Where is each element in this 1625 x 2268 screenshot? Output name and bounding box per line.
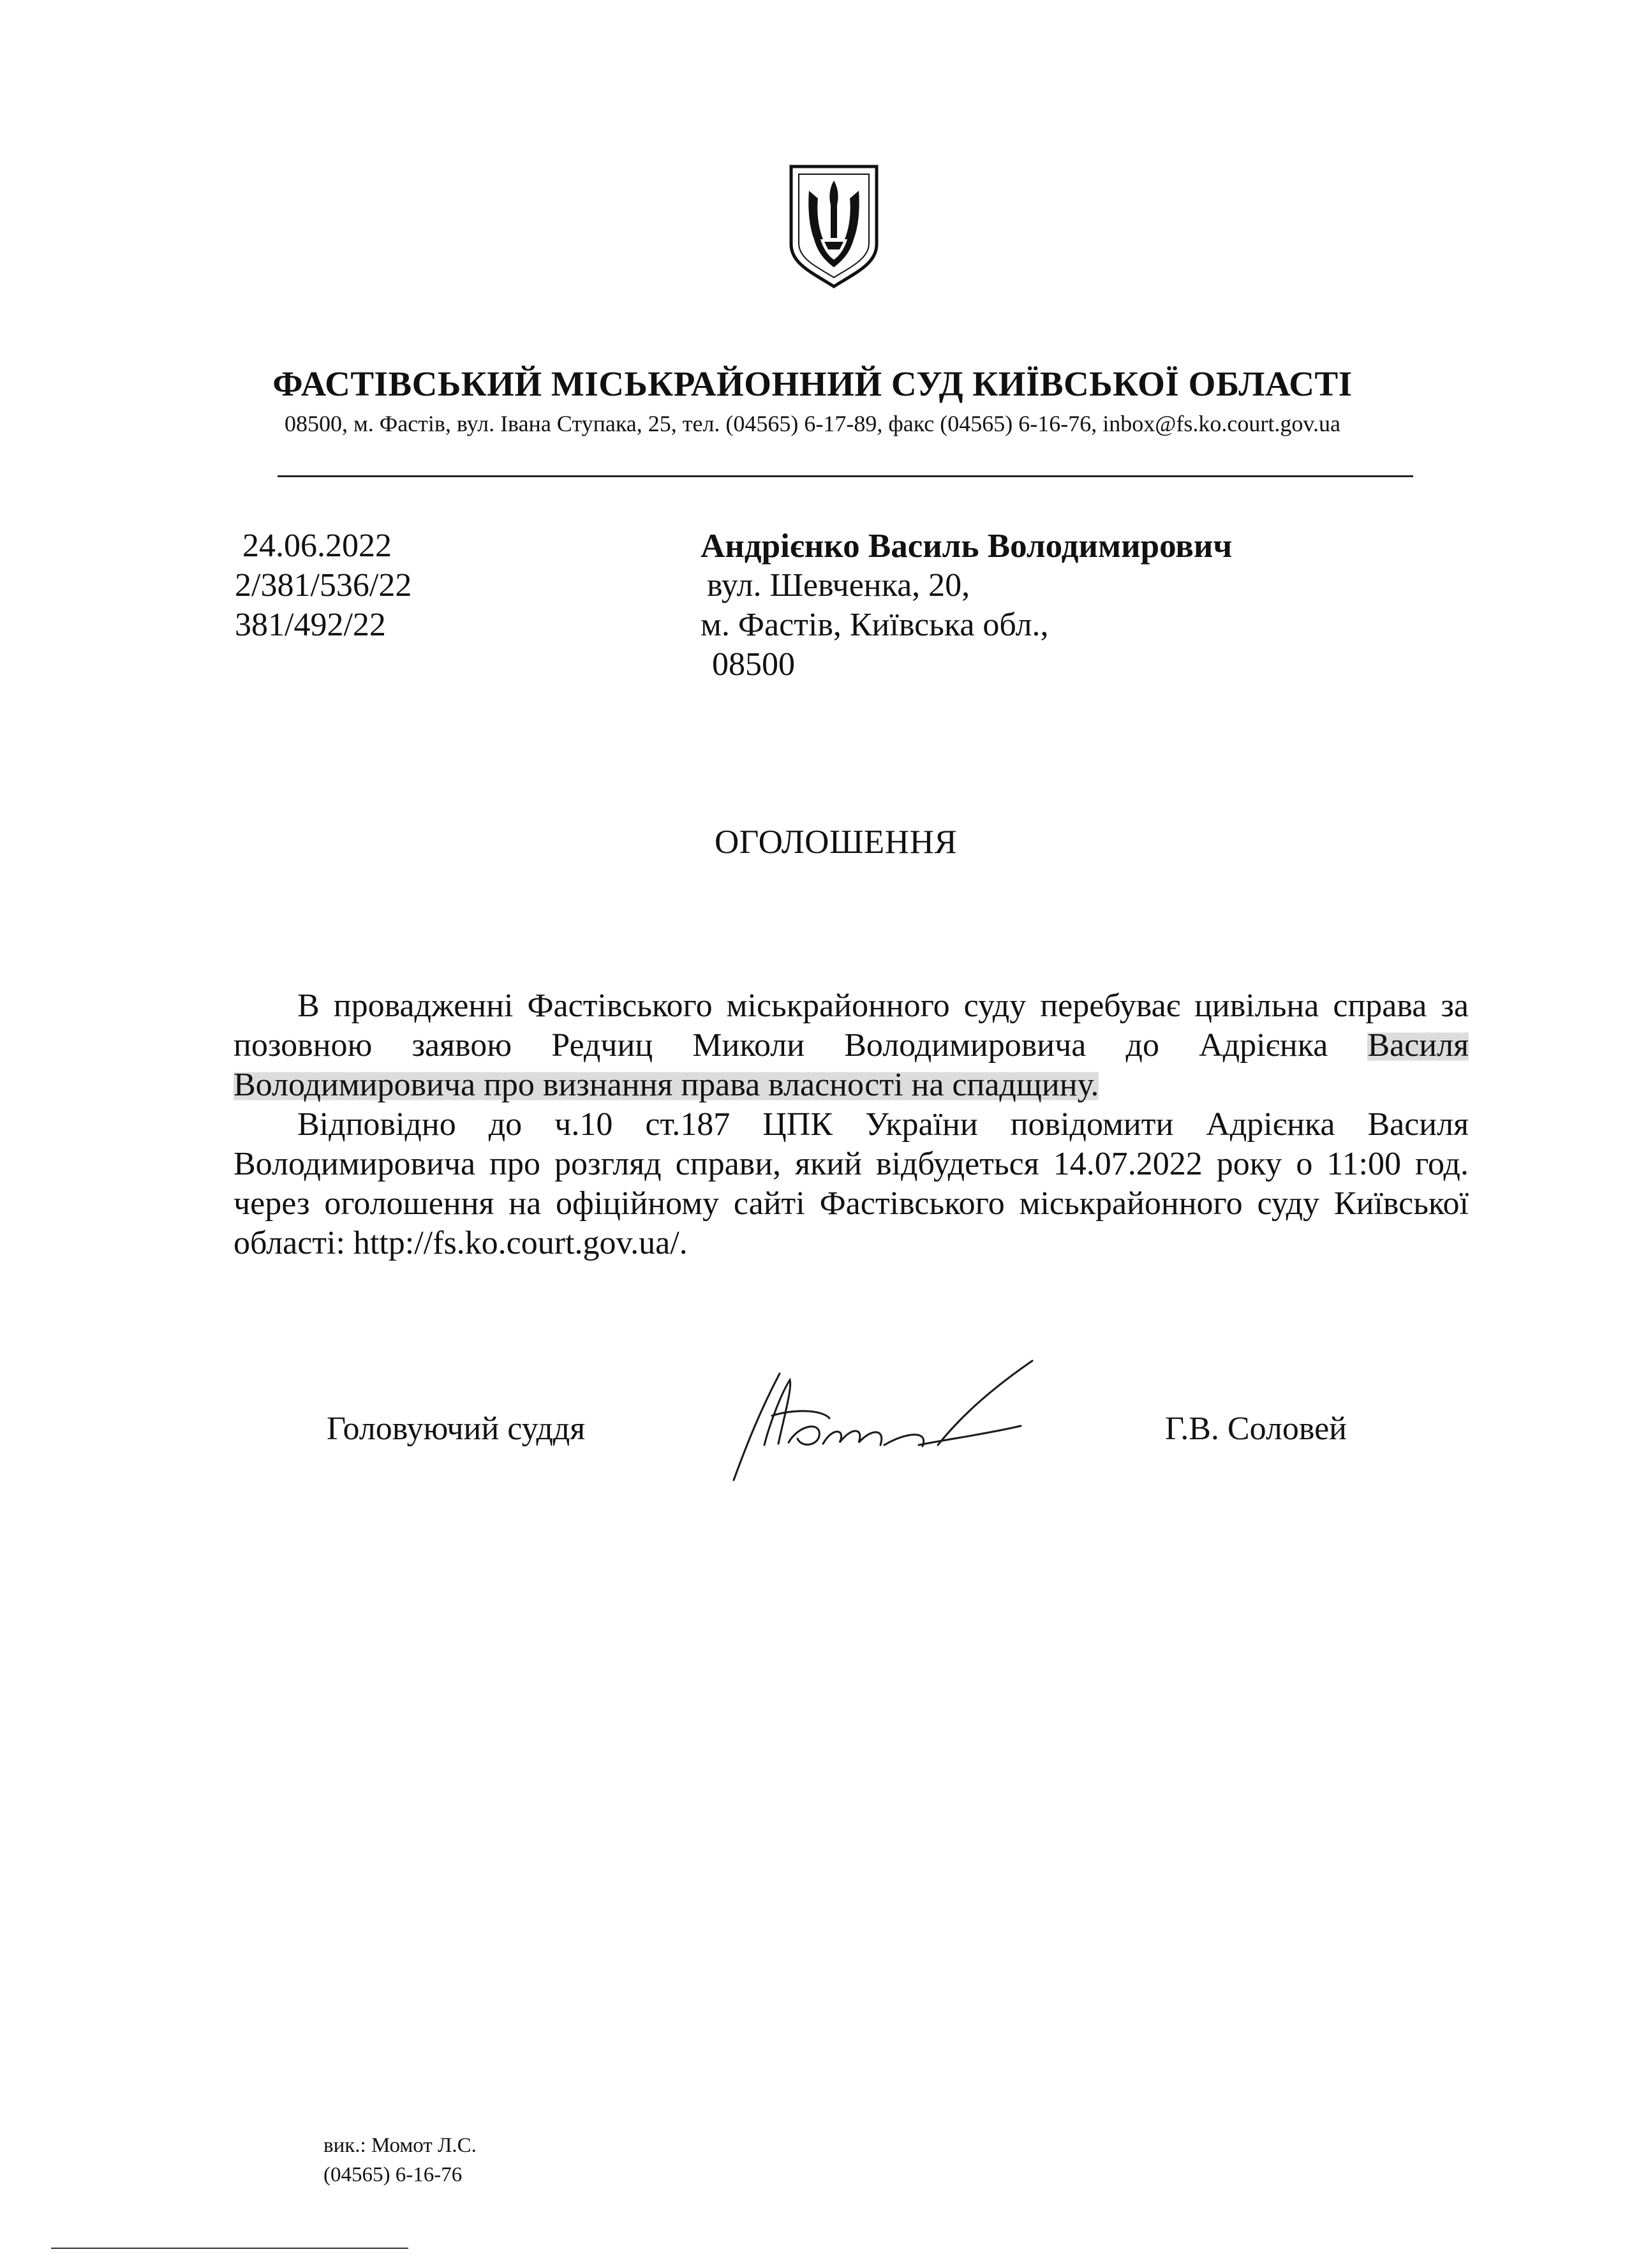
addressee-block: [701, 526, 1232, 685]
body-paragraph-1: [234, 986, 1469, 1105]
judge-name: Г.В. Соловей: [1165, 1411, 1347, 1447]
court-address-line: 08500, м. Фастів, вул. Івана Ступака, 25, тел. (04565) 6-17-89, факс (04565) 6-16-76, inbox@fs.ko.court.gov.ua: [285, 411, 1340, 436]
document-date: 24.06.2022: [242, 528, 392, 564]
court-name: ФАСТІВСЬКИЙ МІСЬКРАЙОННИЙ СУД КИЇВСЬКОЇ ОБЛАСТІ: [272, 364, 1353, 403]
header-divider: [278, 475, 1413, 477]
executor-info: [323, 2131, 477, 2190]
presiding-judge-label: Головуючий суддя: [327, 1411, 586, 1447]
body-paragraph-1-text: В провадженні Фастівського міськрайонного суду перебуває цивільна справа за позовною заявою Редчиц Миколи Володимировича до Адрієнка: [234, 988, 1469, 1064]
body-paragraph-1-highlight: Василя Володимировича про визнання права власності на спадщину.: [234, 1027, 1469, 1103]
addressee-postal-code: 08500: [712, 646, 795, 683]
addressee-name: Андрієнко Василь Володимирович: [701, 528, 1233, 565]
trident-coat-of-arms-icon: [786, 163, 882, 290]
executor-name: вик.: Момот Л.С.: [323, 2134, 477, 2157]
document-meta: [235, 526, 412, 645]
handwritten-signature: [727, 1349, 1059, 1486]
addressee-city: м. Фастів, Київська обл.,: [701, 607, 1049, 643]
registration-number: 381/492/22: [235, 607, 386, 643]
footer-divider: [51, 2248, 408, 2249]
executor-phone: (04565) 6-16-76: [323, 2163, 463, 2186]
document-title: ОГОЛОШЕННЯ: [715, 824, 958, 861]
body-paragraph-2: Відповідно до ч.10 ст.187 ЦПК України повідомити Адрієнка Василя Володимировича про розгляд справи, який відбудеться 14.07.2022 року о 11:00 год. через оголошення на офіційному сайті Фастівського міськрайонного суду Київської області: http://fs.ko.court.gov.ua/.: [234, 1106, 1469, 1261]
case-number: 2/381/536/22: [235, 567, 412, 604]
addressee-street: вул. Шевченка, 20,: [707, 567, 970, 604]
announcement-body: [234, 986, 1469, 1263]
